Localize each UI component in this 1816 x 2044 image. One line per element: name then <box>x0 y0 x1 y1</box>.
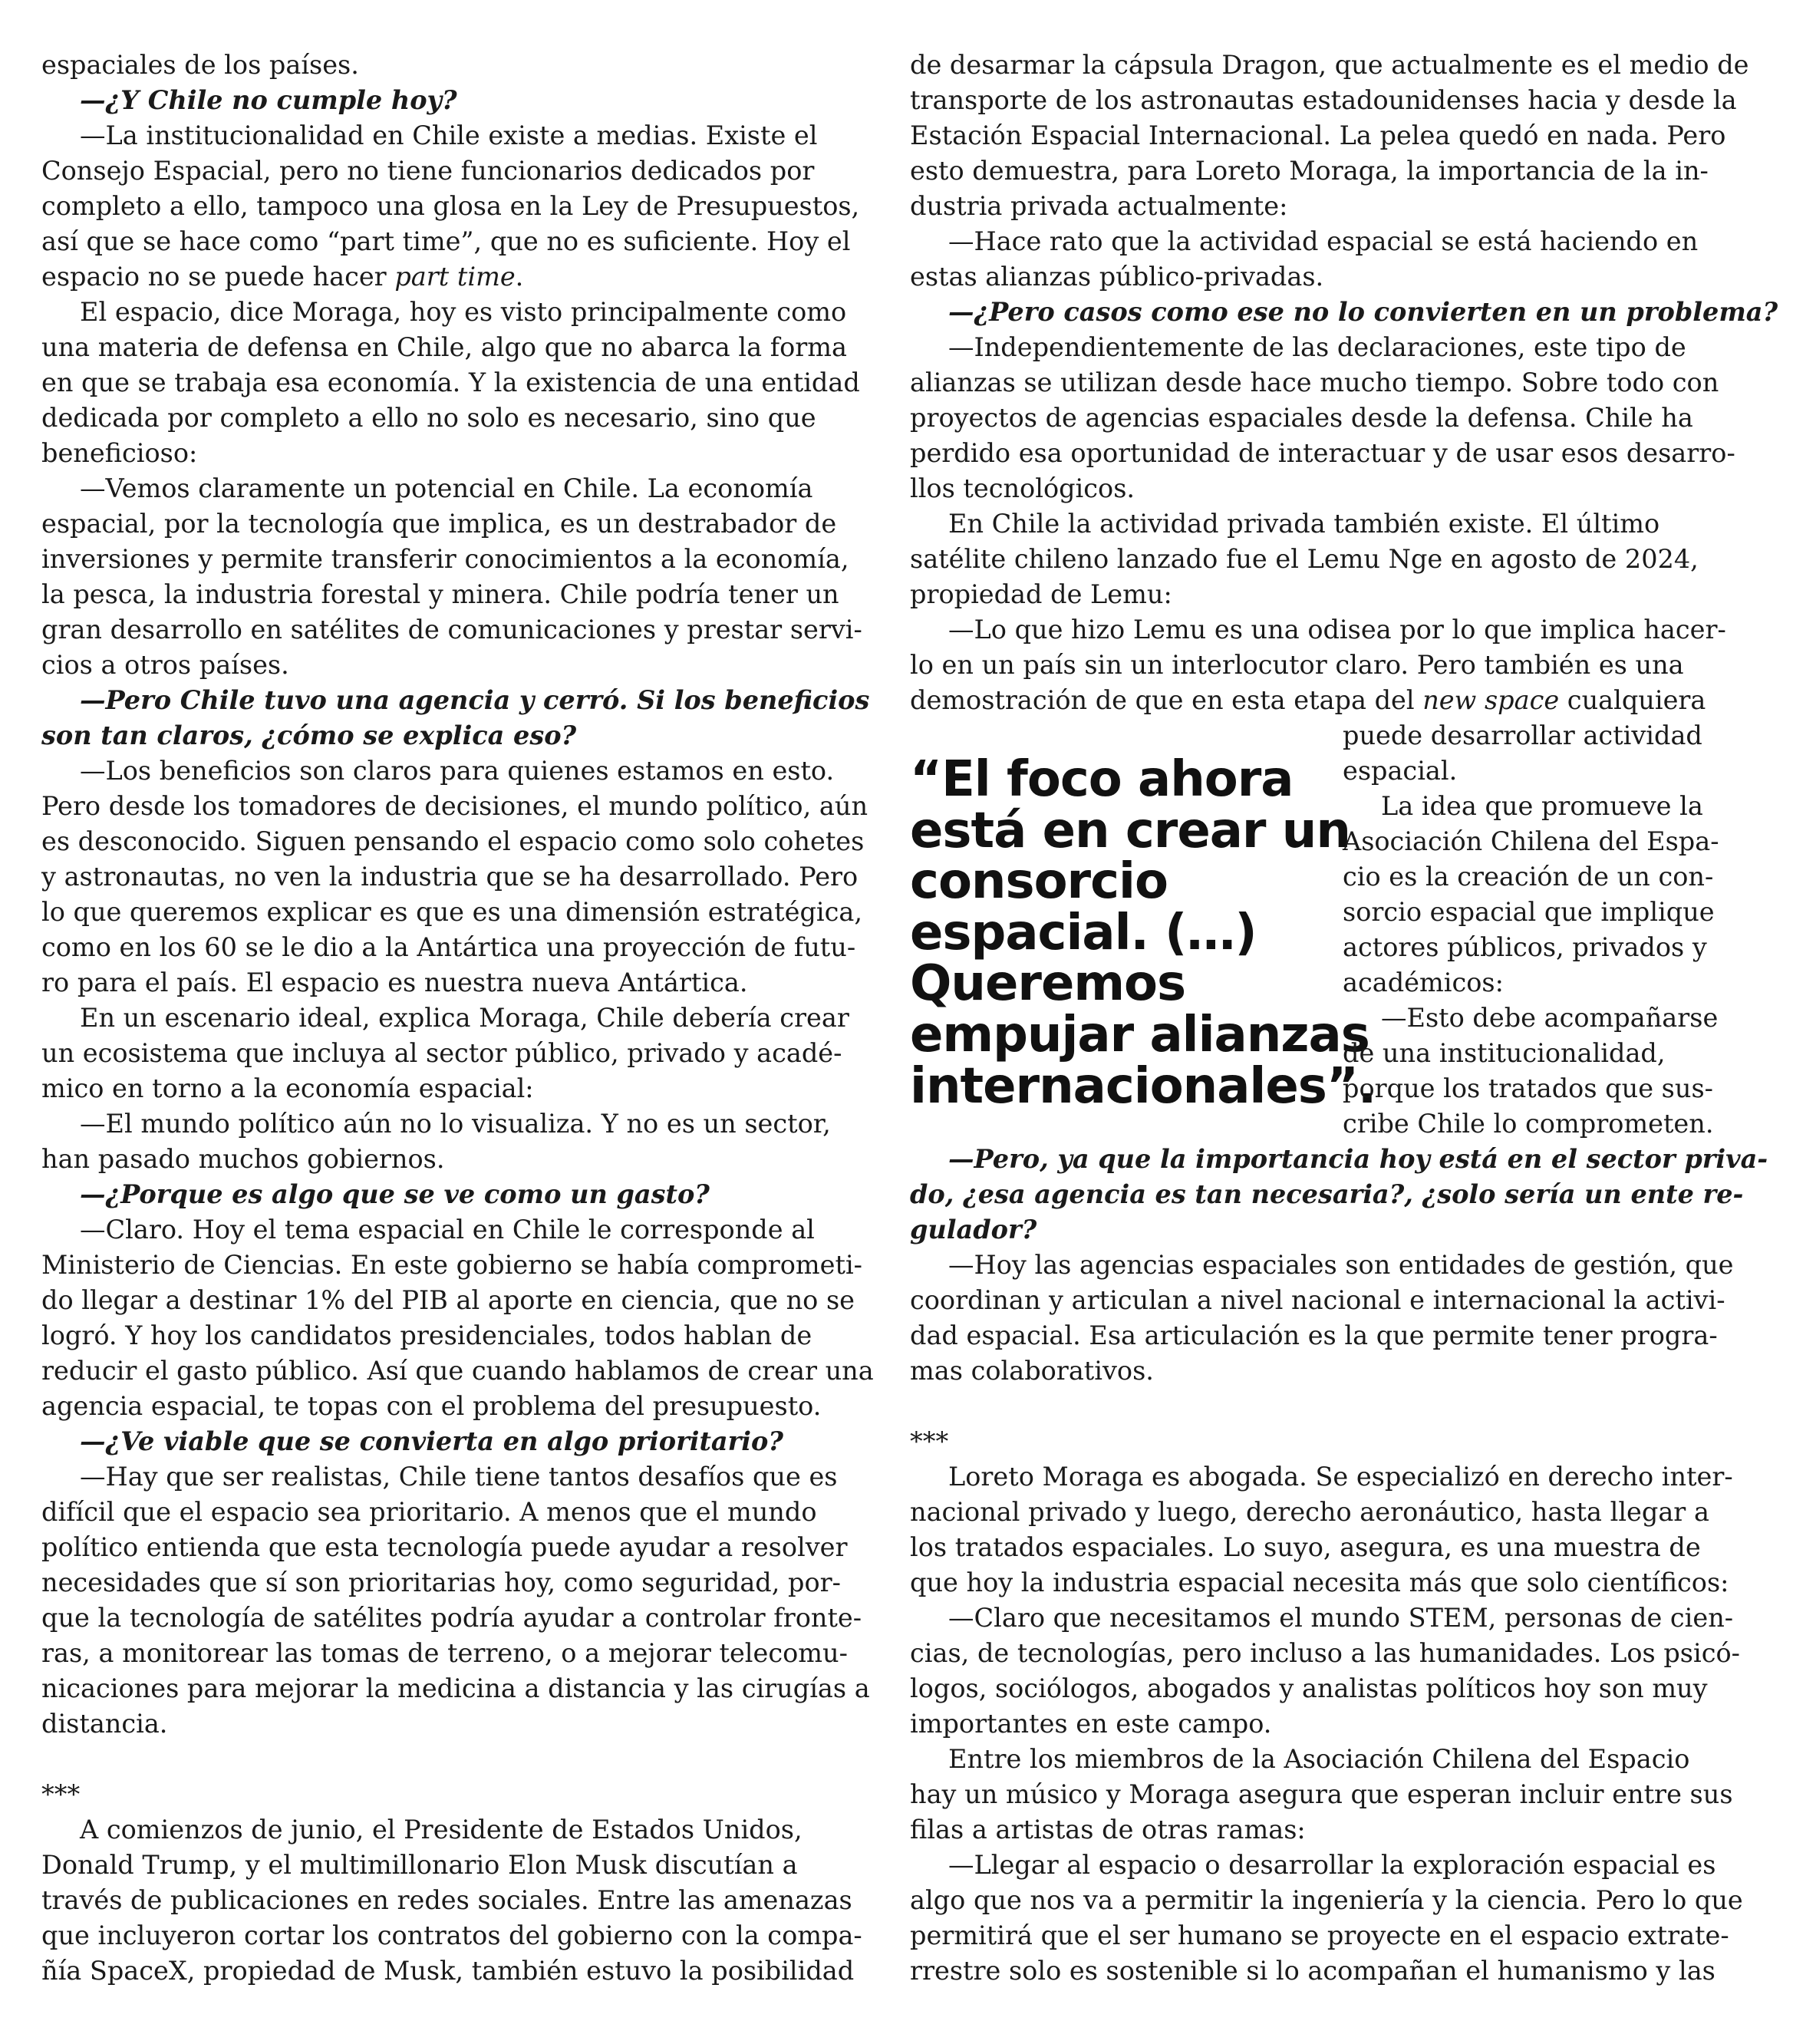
paragraph-first-line: Loreto Moraga es abogada. Se especializó en derecho inter- <box>948 1462 1733 1492</box>
text-line: permitirá que el ser humano se proyecte en el espacio extrate- <box>910 1920 1729 1950</box>
text-line: político entienda que esta tecnología puede ayudar a resolver <box>41 1532 848 1562</box>
question-line: —Pero Chile tuvo una agencia y cerró. Si los beneficios <box>80 685 870 715</box>
text-line: *** <box>910 1426 949 1456</box>
text-line: que la tecnología de satélites podría ayudar a controlar fronte- <box>41 1603 862 1633</box>
paragraph-gap <box>41 1742 866 1777</box>
text-line: cios a otros países. <box>41 650 289 680</box>
question-line: son tan claros, ¿cómo se explica eso? <box>41 720 577 750</box>
text-line: reducir el gasto público. Así que cuando hablamos de crear una <box>41 1356 874 1386</box>
text-line: logos, sociólogos, abogados y analistas políticos hoy son muy <box>910 1673 1708 1703</box>
text-line: nicaciones para mejorar la medicina a distancia y las cirugías a <box>41 1673 870 1703</box>
text-line: actores públicos, privados y <box>1343 932 1707 962</box>
text-line: proyectos de agencias espaciales desde la defensa. Chile ha <box>910 403 1693 433</box>
paragraph-first-line: —Hay que ser realistas, Chile tiene tantos desafíos que es <box>80 1462 838 1492</box>
text-line: perdido esa oportunidad de interactuar y de usar esos desarro- <box>910 438 1735 468</box>
text-line: en que se trabaja esa economía. Y la existencia de una entidad <box>41 368 860 397</box>
text-line: llos tecnológicos. <box>910 473 1135 503</box>
text-line: cias, de tecnologías, pero incluso a las humanidades. Los psicó- <box>910 1638 1740 1668</box>
text-line: satélite chileno lanzado fue el Lemu Nge en agosto de 2024, <box>910 544 1699 574</box>
question-line: —¿Y Chile no cumple hoy? <box>80 85 457 115</box>
text-line: rrestre solo es sostenible si lo acompañan el humanismo y las <box>910 1956 1715 1986</box>
text-line: necesidades que sí son prioritarias hoy, como seguridad, por- <box>41 1568 842 1597</box>
text-line: sorcio espacial que implique <box>1343 897 1715 927</box>
question-line: —Pero, ya que la importancia hoy está en el sector priva- <box>948 1144 1768 1174</box>
pull-quote-line: espacial. (…) <box>910 904 1257 961</box>
text-line: Estación Espacial Internacional. La pelea quedó en nada. Pero <box>910 120 1726 150</box>
pull-quote-line: Queremos <box>910 955 1186 1013</box>
text-line: mico en torno a la economía espacial: <box>41 1073 534 1103</box>
text-line: agencia espacial, te topas con el problema del presupuesto. <box>41 1391 822 1421</box>
text-line: beneficioso: <box>41 438 198 468</box>
text-line: inversiones y permite transferir conocimientos a la economía, <box>41 544 849 574</box>
text-line: través de publicaciones en redes sociales. Entre las amenazas <box>41 1885 852 1915</box>
pull-quote-line: está en crear un <box>910 802 1350 859</box>
text-line: mas colaborativos. <box>910 1356 1154 1386</box>
text-line: puede desarrollar actividad <box>1343 720 1702 750</box>
paragraph-first-line: —Claro que necesitamos el mundo STEM, personas de cien- <box>948 1603 1734 1633</box>
paragraph-first-line: El espacio, dice Moraga, hoy es visto principalmente como <box>80 297 847 327</box>
text-line: es desconocido. Siguen pensando el espacio como solo cohetes <box>41 826 865 856</box>
paragraph-first-line: Entre los miembros de la Asociación Chilena del Espacio <box>948 1744 1690 1774</box>
text-line: do llegar a destinar 1% del PIB al aporte en ciencia, que no se <box>41 1285 855 1315</box>
paragraph-first-line: —Los beneficios son claros para quienes estamos en esto. <box>80 756 835 786</box>
paragraph-first-line: —Vemos claramente un potencial en Chile. La economía <box>80 473 813 503</box>
paragraph-first-line: La idea que promueve la <box>1381 791 1703 821</box>
pull-quote-line: empujar alianzas <box>910 1006 1369 1063</box>
paragraph-first-line: En un escenario ideal, explica Moraga, Chile debería crear <box>80 1003 849 1033</box>
paragraph-first-line: —Lo que hizo Lemu es una odisea por lo que implica hacer- <box>948 615 1726 645</box>
paragraph-first-line: —Independientemente de las declaraciones, este tipo de <box>948 332 1686 362</box>
paragraph-first-line: —Esto debe acompañarse <box>1381 1003 1719 1033</box>
text-line: nacional privado y luego, derecho aeronáutico, hasta llegar a <box>910 1497 1709 1527</box>
text-line: alianzas se utilizan desde hace mucho tiempo. Sobre todo con <box>910 368 1719 397</box>
question-line: gulador? <box>910 1215 1037 1245</box>
pull-quote <box>910 751 1376 1115</box>
text-line: estas alianzas público-privadas. <box>910 262 1324 292</box>
paragraph-first-line: —Hace rato que la actividad espacial se está haciendo en <box>948 226 1699 256</box>
paragraph-first-line: —La institucionalidad en Chile existe a medias. Existe el <box>80 120 818 150</box>
text-line: *** <box>41 1779 81 1809</box>
paragraph-first-line: —El mundo político aún no lo visualiza. Y no es un sector, <box>80 1109 831 1139</box>
paragraph-first-line: —Llegar al espacio o desarrollar la exploración espacial es <box>948 1850 1716 1880</box>
text-line: coordinan y articulan a nivel nacional e internacional la activi- <box>910 1285 1725 1315</box>
text-line: lo en un país sin un interlocutor claro. Pero también es una <box>910 650 1684 680</box>
text-line: así que se hace como “part time”, que no es suficiente. Hoy el <box>41 226 851 256</box>
right-column-side <box>1343 718 1742 1142</box>
text-line: importantes en este campo. <box>910 1709 1272 1739</box>
left-column <box>41 48 874 1989</box>
text-line: ras, a monitorear las tomas de terreno, o a mejorar telecomu- <box>41 1638 848 1668</box>
question-line: do, ¿esa agencia es tan necesaria?, ¿solo sería un ente re- <box>910 1179 1744 1209</box>
text-line: espacial. <box>1343 756 1458 786</box>
pull-quote-line: internacionales”. <box>910 1057 1376 1115</box>
text-line: esto demuestra, para Loreto Moraga, la importancia de la in- <box>910 156 1709 186</box>
text-line: Pero desde los tomadores de decisiones, el mundo político, aún <box>41 791 868 821</box>
paragraph-first-line: A comienzos de junio, el Presidente de Estados Unidos, <box>80 1815 803 1845</box>
text-line: y astronautas, no ven la industria que se ha desarrollado. Pero <box>41 862 859 892</box>
text-line: gran desarrollo en satélites de comunicaciones y prestar servi- <box>41 615 862 645</box>
paragraph-gap <box>910 1389 1731 1424</box>
text-line: completo a ello, tampoco una glosa en la Ley de Presupuestos, <box>41 191 860 221</box>
text-line: de desarmar la cápsula Dragon, que actualmente es el medio de <box>910 50 1749 80</box>
pull-quote-line: consorcio <box>910 853 1168 911</box>
text-line: que hoy la industria espacial necesita más que solo científicos: <box>910 1568 1729 1597</box>
right-column <box>910 48 1778 718</box>
text-line: la pesca, la industria forestal y minera. Chile podría tener un <box>41 579 839 609</box>
text-line: un ecosistema que incluya al sector público, privado y acadé- <box>41 1038 842 1068</box>
text-line: transporte de los astronautas estadounidenses hacia y desde la <box>910 85 1737 115</box>
text-line: ro para el país. El espacio es nuestra nueva Antártica. <box>41 968 748 997</box>
text-line: hay un músico y Moraga asegura que esperan incluir entre sus <box>910 1779 1733 1809</box>
text-line: difícil que el espacio sea prioritario. A menos que el mundo <box>41 1497 817 1527</box>
text-line: dad espacial. Esa articulación es la que permite tener progra- <box>910 1320 1718 1350</box>
text-line: ñía SpaceX, propiedad de Musk, también estuvo la posibilidad <box>41 1956 855 1986</box>
paragraph-first-line: —Hoy las agencias espaciales son entidades de gestión, que <box>948 1250 1734 1280</box>
text-line: Asociación Chilena del Espa- <box>1343 826 1719 856</box>
right-column-bottom <box>910 1142 1768 1989</box>
text-line: Ministerio de Ciencias. En este gobierno se había comprometi- <box>41 1250 862 1280</box>
paragraph-first-line: —Claro. Hoy el tema espacial en Chile le corresponde al <box>80 1215 815 1245</box>
paragraph-first-line: En Chile la actividad privada también existe. El último <box>948 509 1660 539</box>
text-line: Donald Trump, y el multimillonario Elon Musk discutían a <box>41 1850 798 1880</box>
text-line: dustria privada actualmente: <box>910 191 1288 221</box>
text-line: Consejo Espacial, pero no tiene funcionarios dedicados por <box>41 156 815 186</box>
text-line: espaciales de los países. <box>41 50 359 80</box>
text-line: demostración de que en esta etapa del new space cualquiera <box>910 685 1706 715</box>
text-line: cribe Chile lo comprometen. <box>1343 1109 1714 1139</box>
pull-quote-line: “El foco ahora <box>910 751 1294 808</box>
text-line: propiedad de Lemu: <box>910 579 1172 609</box>
text-line: cio es la creación de un con- <box>1343 862 1714 892</box>
text-line: lo que queremos explicar es que es una dimensión estratégica, <box>41 897 862 927</box>
text-line: como en los 60 se le dio a la Antártica una proyección de futu- <box>41 932 856 962</box>
text-line: logró. Y hoy los candidatos presidenciales, todos hablan de <box>41 1320 812 1350</box>
text-line: académicos: <box>1343 968 1504 997</box>
question-line: —¿Ve viable que se convierta en algo prioritario? <box>80 1426 783 1456</box>
question-line: —¿Porque es algo que se ve como un gasto? <box>80 1179 710 1209</box>
question-line: —¿Pero casos como ese no lo convierten en un problema? <box>948 297 1778 327</box>
text-line: que incluyeron cortar los contratos del gobierno con la compa- <box>41 1920 862 1950</box>
text-line: distancia. <box>41 1709 168 1739</box>
text-line: filas a artistas de otras ramas: <box>910 1815 1306 1845</box>
text-line: espacio no se puede hacer part time. <box>41 262 524 292</box>
text-line: una materia de defensa en Chile, algo que no abarca la forma <box>41 332 848 362</box>
right-column-top <box>910 48 1778 718</box>
text-line: de una institucionalidad, <box>1343 1038 1666 1068</box>
text-line: dedicada por completo a ello no solo es necesario, sino que <box>41 403 816 433</box>
text-line: los tratados espaciales. Lo suyo, asegura, es una muestra de <box>910 1532 1701 1562</box>
text-line: han pasado muchos gobiernos. <box>41 1144 445 1174</box>
text-line: espacial, por la tecnología que implica, es un destrabador de <box>41 509 837 539</box>
text-line: algo que nos va a permitir la ingeniería y la ciencia. Pero lo que <box>910 1885 1743 1915</box>
text-line: porque los tratados que sus- <box>1343 1073 1713 1103</box>
